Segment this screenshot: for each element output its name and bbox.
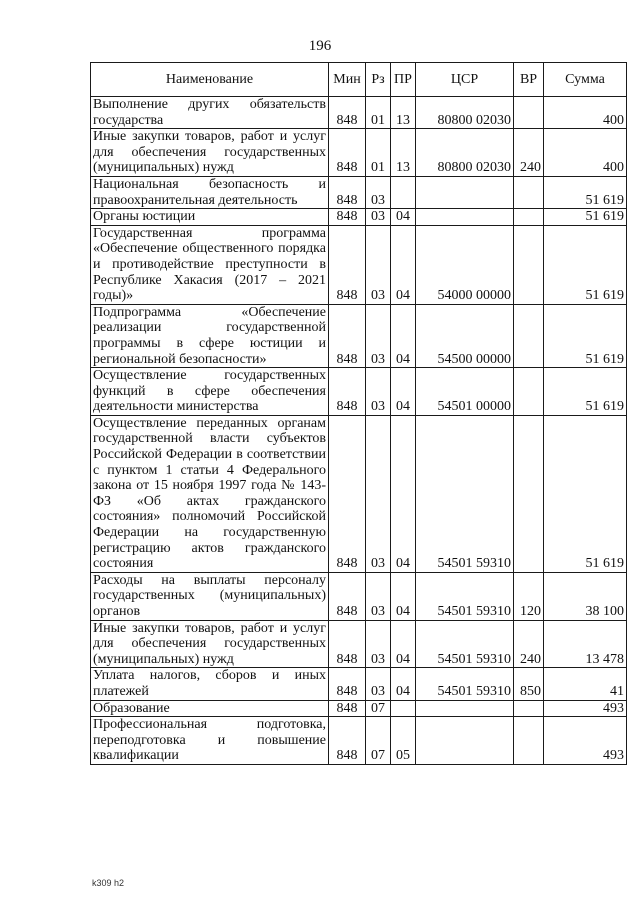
row-vr (514, 700, 544, 717)
row-sum: 400 (544, 129, 627, 177)
header-sum: Сумма (544, 63, 627, 97)
row-pr (391, 700, 416, 717)
row-min: 848 (329, 572, 366, 620)
header-pr: ПР (391, 63, 416, 97)
table-row (91, 620, 627, 668)
table-row (91, 129, 627, 177)
row-vr: 850 (514, 668, 544, 700)
row-pr: 04 (391, 225, 416, 304)
row-csr: 54501 59310 (416, 572, 514, 620)
row-vr (514, 717, 544, 765)
row-csr (416, 209, 514, 226)
row-min: 848 (329, 304, 366, 367)
row-rz: 03 (366, 225, 391, 304)
row-rz: 03 (366, 304, 391, 367)
row-rz: 01 (366, 97, 391, 129)
row-sum: 51 619 (544, 368, 627, 416)
table-row (91, 415, 627, 572)
row-pr: 04 (391, 304, 416, 367)
row-vr (514, 97, 544, 129)
header-name: Наименование (91, 63, 329, 97)
row-pr: 13 (391, 129, 416, 177)
header-csr: ЦСР (416, 63, 514, 97)
row-rz: 03 (366, 368, 391, 416)
row-rz: 07 (366, 700, 391, 717)
row-csr: 80800 02030 (416, 129, 514, 177)
row-min: 848 (329, 209, 366, 226)
row-rz: 03 (366, 176, 391, 208)
row-sum: 51 619 (544, 176, 627, 208)
row-rz: 03 (366, 209, 391, 226)
row-csr: 80800 02030 (416, 97, 514, 129)
row-sum: 400 (544, 97, 627, 129)
table-row (91, 572, 627, 620)
row-rz: 03 (366, 668, 391, 700)
row-csr (416, 700, 514, 717)
table-header-row (91, 63, 627, 97)
row-csr: 54000 00000 (416, 225, 514, 304)
header-min: Мин (329, 63, 366, 97)
table-row (91, 700, 627, 717)
row-csr: 54501 59310 (416, 415, 514, 572)
row-pr: 04 (391, 572, 416, 620)
row-sum: 38 100 (544, 572, 627, 620)
row-pr: 13 (391, 97, 416, 129)
table-row (91, 368, 627, 416)
row-name: Осуществление государственных функций в сфере обеспечения деятельности министерства (91, 368, 329, 416)
row-name: Образование (91, 700, 329, 717)
table-row (91, 225, 627, 304)
row-csr (416, 717, 514, 765)
row-min: 848 (329, 620, 366, 668)
row-sum: 493 (544, 717, 627, 765)
row-name: Органы юстиции (91, 209, 329, 226)
row-name: Государственная программа «Обеспечение общественного порядка и противодействие преступности в Республике Хакасия (2017 – 2021 годы)» (91, 225, 329, 304)
page-number: 196 (308, 38, 332, 54)
row-pr: 04 (391, 209, 416, 226)
row-vr: 120 (514, 572, 544, 620)
row-min: 848 (329, 668, 366, 700)
row-sum: 51 619 (544, 209, 627, 226)
row-pr: 05 (391, 717, 416, 765)
row-min: 848 (329, 97, 366, 129)
row-vr (514, 368, 544, 416)
row-min: 848 (329, 717, 366, 765)
row-pr: 04 (391, 368, 416, 416)
row-name: Осуществление переданных органам государственной власти субъектов Российской Федерации в соответствии с пунктом 1 статьи 4 Федерального закона от 15 ноября 1997 года № 143-ФЗ «Об актах гражданского состояния» полномочий Российской Федерации на государственную регистрацию актов гражданского состояния (91, 415, 329, 572)
row-csr: 54500 00000 (416, 304, 514, 367)
row-sum: 51 619 (544, 225, 627, 304)
row-csr: 54501 59310 (416, 620, 514, 668)
row-sum: 13 478 (544, 620, 627, 668)
row-rz: 03 (366, 620, 391, 668)
row-sum: 41 (544, 668, 627, 700)
row-vr (514, 209, 544, 226)
row-vr (514, 415, 544, 572)
header-rz: Рз (366, 63, 391, 97)
row-name: Иные закупки товаров, работ и услуг для обеспечения государственных (муниципальных) нужд (91, 129, 329, 177)
table-row (91, 304, 627, 367)
row-name: Выполнение других обязательств государства (91, 97, 329, 129)
row-pr: 04 (391, 668, 416, 700)
row-rz: 07 (366, 717, 391, 765)
row-min: 848 (329, 368, 366, 416)
footer-document-code: k309 h2 (92, 878, 125, 888)
row-min: 848 (329, 225, 366, 304)
table-row (91, 717, 627, 765)
row-sum: 51 619 (544, 415, 627, 572)
row-sum: 493 (544, 700, 627, 717)
row-csr: 54501 59310 (416, 668, 514, 700)
row-name: Уплата налогов, сборов и иных платежей (91, 668, 329, 700)
table-row (91, 209, 627, 226)
row-pr (391, 176, 416, 208)
budget-table (90, 62, 627, 765)
row-csr (416, 176, 514, 208)
row-name: Профессиональная подготовка, переподготовка и повышение квалификации (91, 717, 329, 765)
row-name: Национальная безопасность и правоохранительная деятельность (91, 176, 329, 208)
row-min: 848 (329, 700, 366, 717)
table-row (91, 97, 627, 129)
row-min: 848 (329, 415, 366, 572)
row-vr: 240 (514, 129, 544, 177)
row-rz: 03 (366, 572, 391, 620)
table-row (91, 176, 627, 208)
header-vr: ВР (514, 63, 544, 97)
row-vr (514, 225, 544, 304)
row-vr (514, 176, 544, 208)
row-name: Расходы на выплаты персоналу государственных (муниципальных) органов (91, 572, 329, 620)
row-pr: 04 (391, 620, 416, 668)
row-csr: 54501 00000 (416, 368, 514, 416)
row-vr (514, 304, 544, 367)
row-name: Подпрограмма «Обеспечение реализации государственной программы в сфере юстиции и региональной безопасности» (91, 304, 329, 367)
row-name: Иные закупки товаров, работ и услуг для обеспечения государственных (муниципальных) нужд (91, 620, 329, 668)
row-sum: 51 619 (544, 304, 627, 367)
row-rz: 03 (366, 415, 391, 572)
row-vr: 240 (514, 620, 544, 668)
table-row (91, 668, 627, 700)
row-min: 848 (329, 129, 366, 177)
row-rz: 01 (366, 129, 391, 177)
row-pr: 04 (391, 415, 416, 572)
row-min: 848 (329, 176, 366, 208)
